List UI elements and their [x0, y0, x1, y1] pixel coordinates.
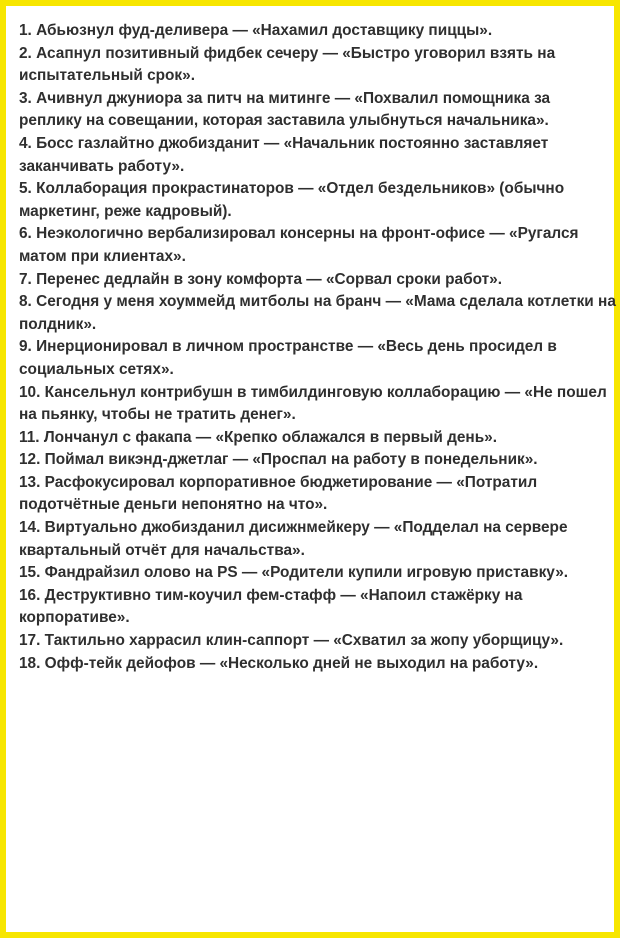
glossary-list: [19, 20, 617, 675]
list-item: 17. Тактильно харрасил клин-саппорт — «Схватил за жопу уборщицу».: [19, 632, 564, 650]
list-item: 4. Босс газлайтно джобизданит — «Начальник постоянно заставляет заканчивать работу».: [19, 134, 549, 175]
list-item: 2. Асапнул позитивный фидбек сечеру — «Быстро уговорил взять на испытательный срок».: [19, 44, 556, 85]
list-item: 1. Абьюзнул фуд-деливера — «Нахамил доставщику пиццы».: [19, 22, 493, 39]
list-item: 3. Ачивнул джуниора за питч на митинге — «Похвалил помощника за реплику на совещании, которая заставила улыбнуться начальника».: [19, 89, 551, 130]
list-item: 5. Коллаборация прокрастинаторов — «Отдел бездельников» (обычно маркетинг, реже кадровый).: [19, 180, 565, 220]
list-item: 15. Фандрайзил олово на PS — «Родители купили игровую приставку».: [19, 564, 569, 582]
list-item: 7. Перенес дедлайн в зону комфорта — «Сорвал сроки работ».: [19, 270, 502, 288]
list-item: 9. Инерционировал в личном пространстве — «Весь день просидел в социальных сетях».: [19, 338, 557, 378]
list-item: 8. Сегодня у меня хоуммейд митболы на бранч — «Мама сделала котлетки на полдник».: [19, 293, 616, 333]
list-item: 13. Расфокусировал корпоративное бюджетирование — «Потратил подотчётные деньги непонятно на что».: [19, 473, 538, 514]
list-item: 11. Лончанул с факапа — «Крепко облажался в первый день».: [19, 428, 497, 446]
list-item: 18. Офф-тейк дейофов — «Несколько дней не выходил на работу».: [19, 654, 539, 672]
list-item: 14. Виртуально джобизданил дисижнмейкеру — «Подделал на сервере квартальный отчёт для начальства».: [19, 519, 568, 559]
list-item: 16. Деструктивно тим-коучил фем-стафф — «Напоил стажёрку на корпоративе».: [19, 586, 523, 627]
list-item: 6. Неэкологично вербализировал консерны на фронт-офисе — «Ругался матом при клиентах».: [19, 225, 579, 265]
list-item: 10. Кансельнул контрибушн в тимбилдинговую коллаборацию — «Не пошел на пьянку, чтобы не тратить денег».: [19, 383, 607, 424]
list-item: 12. Поймал викэнд-джетлаг — «Проспал на работу в понедельник».: [19, 451, 538, 469]
